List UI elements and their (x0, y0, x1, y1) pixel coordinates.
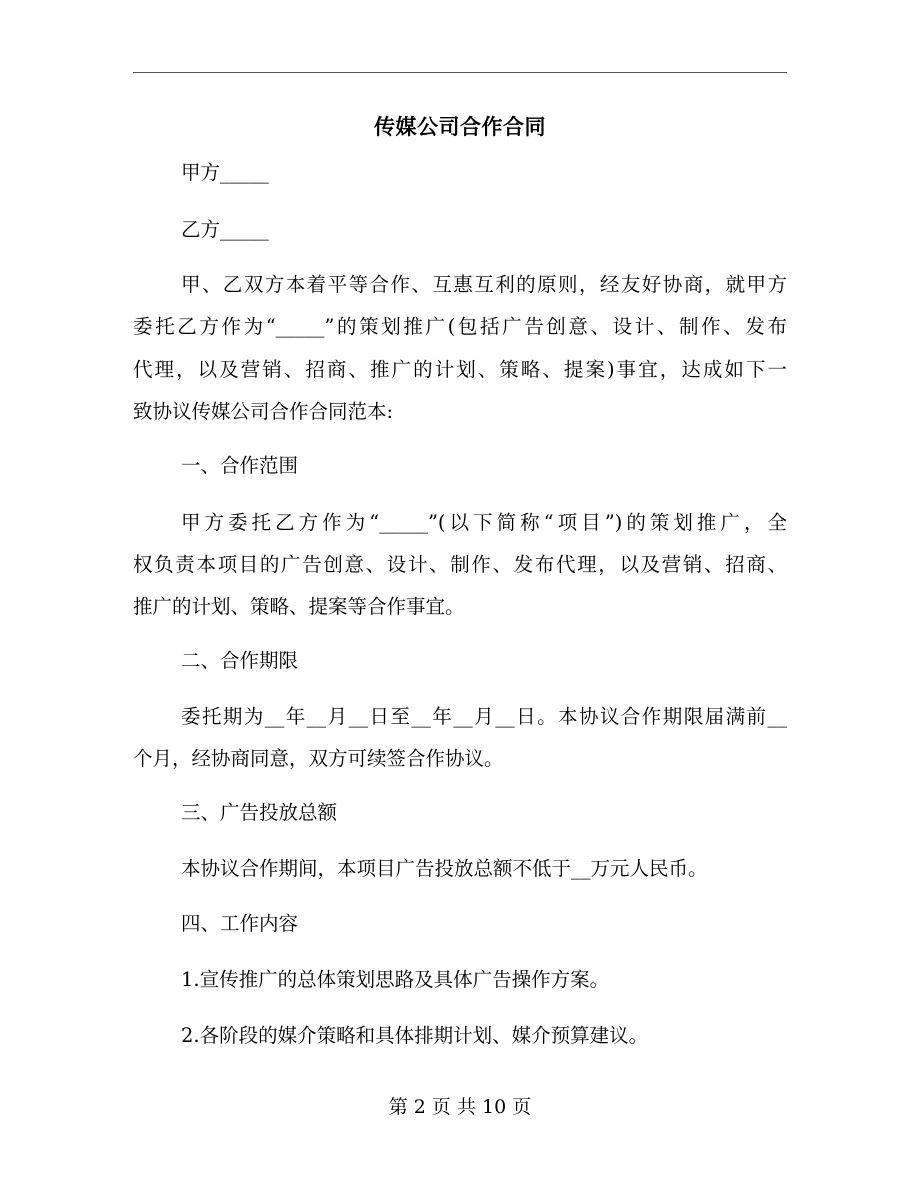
party-b-line: 乙方_____ (181, 218, 269, 241)
section-3-body: 本协议合作期间，本项目广告投放总额不低于__万元人民币。 (181, 857, 708, 880)
section-2-line-1: 委托期为__年__月__日至__年__月__日。本协议合作期限届满前__ (181, 705, 787, 728)
intro-line-1: 甲、乙双方本着平等合作、互惠互利的原则，经友好协商，就甲方 (181, 273, 787, 296)
work-item-1: 1.宣传推广的总体策划思路及具体广告操作方案。 (181, 968, 610, 991)
page-number: 第 2 页 共 10 页 (388, 1096, 532, 1118)
document-title: 传媒公司合作合同 (374, 114, 546, 139)
section-2-line-2: 个月，经协商同意，双方可续签合作协议。 (133, 747, 504, 770)
section-1-line-2: 权负责本项目的广告创意、设计、制作、发布代理，以及营销、招商、 (133, 553, 787, 576)
section-2-heading: 二、合作期限 (181, 649, 299, 672)
header-rule (133, 72, 787, 73)
section-1-heading: 一、合作范围 (181, 454, 299, 477)
work-item-2: 2.各阶段的媒介策略和具体排期计划、媒介预算建议。 (181, 1024, 649, 1047)
section-4-heading: 四、工作内容 (181, 912, 299, 935)
section-1-line-1: 甲方委托乙方作为“_____”(以下简称“项目”)的策划推广，全 (181, 511, 787, 534)
intro-line-3: 代理，以及营销、招商、推广的计划、策略、提案)事宜，达成如下一 (133, 358, 787, 381)
section-3-heading: 三、广告投放总额 (181, 801, 338, 824)
intro-line-4: 致协议传媒公司合作合同范本: (133, 400, 394, 423)
intro-line-2: 委托乙方作为“_____”的策划推广(包括广告创意、设计、制作、发布 (133, 315, 787, 338)
section-1-line-3: 推广的计划、策略、提案等合作事宜。 (133, 595, 465, 618)
party-a-line: 甲方_____ (181, 161, 269, 184)
